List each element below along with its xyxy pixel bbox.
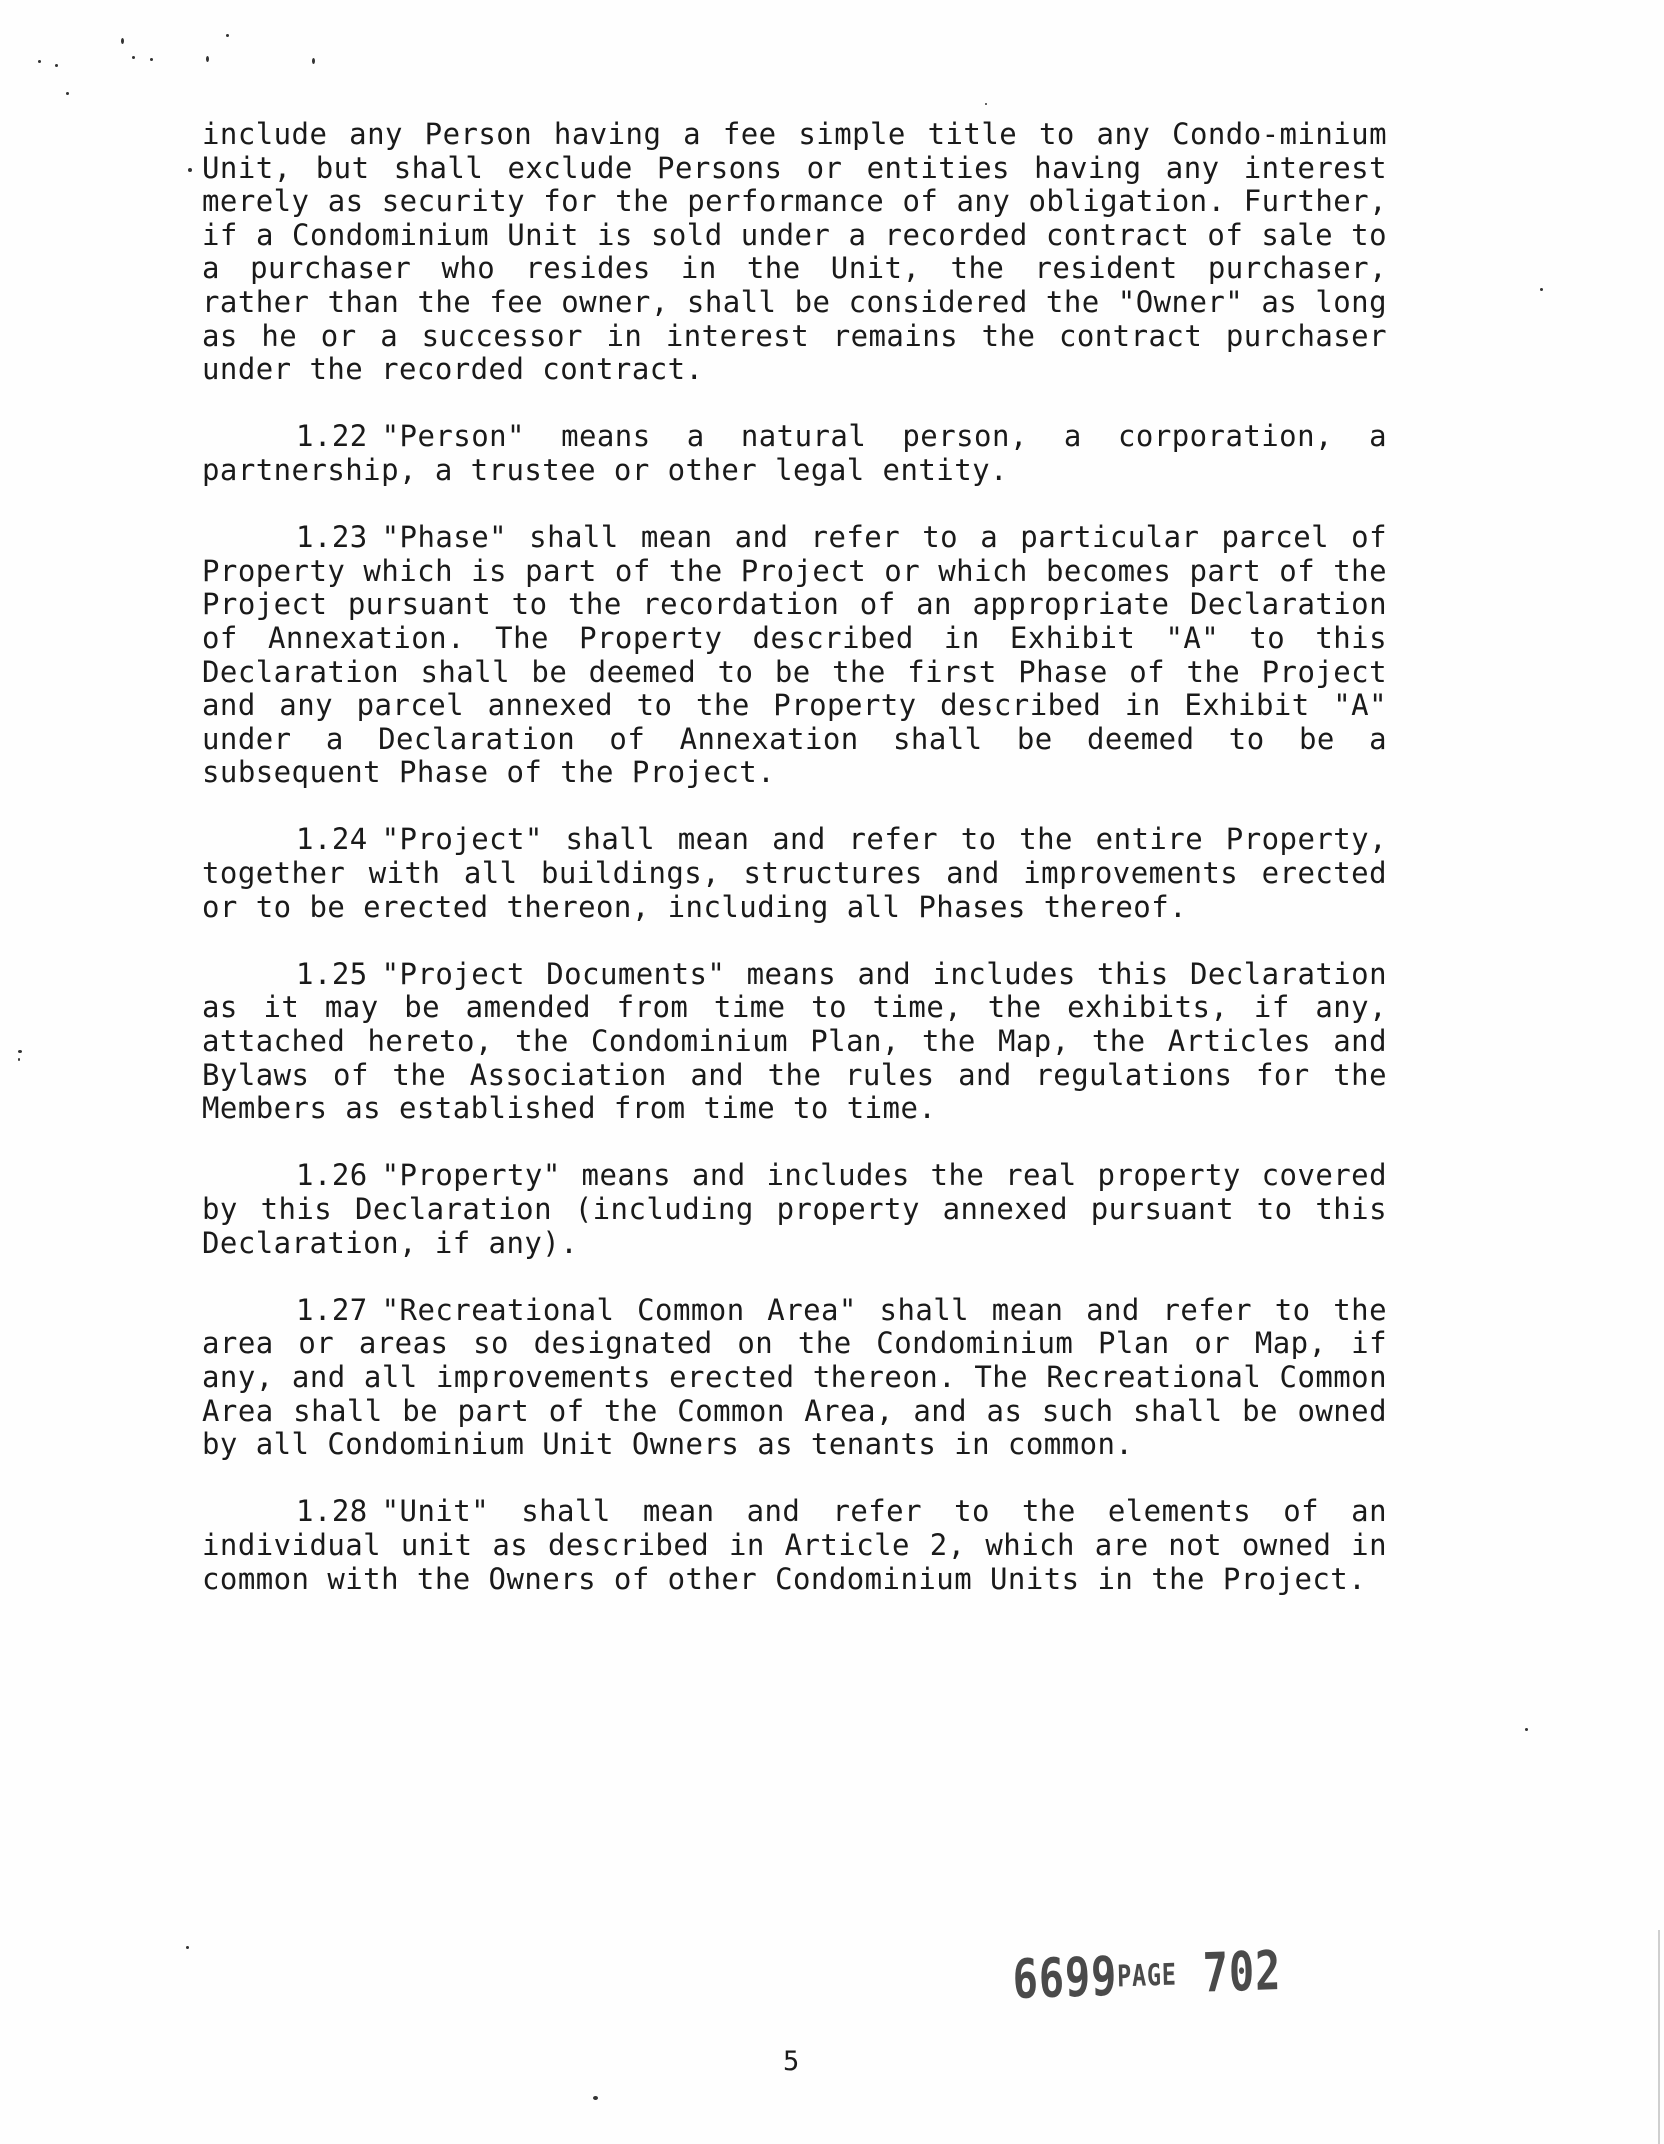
- scan-speck: [55, 64, 58, 67]
- section-text: "Project" shall mean and refer to the entire Property, together with all buildings, structures and improvements erected or to be erected thereon, including all Phases thereof.: [202, 822, 1387, 924]
- section-1-22: [202, 420, 1387, 487]
- scan-speck: [206, 56, 209, 62]
- section-number: 1.22: [296, 419, 368, 454]
- stamp-page: 702: [1202, 1938, 1282, 2005]
- section-text: "Project Documents" means and includes this Declaration as it may be amended from time to time, the exhibits, if any, attached hereto, the Condominium Plan, the Map, the Articles and Bylaws of the Association and the rules and regulations for the Members as established from time to time.: [202, 956, 1387, 1126]
- scan-speck: [985, 103, 987, 105]
- section-text: "Unit" shall mean and refer to the elements of an individual unit as described in Article 2, which are not owned in common with the Owners of other Condominium Units in the Project.: [202, 1494, 1387, 1596]
- section-1-25: [202, 958, 1387, 1126]
- stamp-book: 6699: [1012, 1944, 1118, 2011]
- section-1-24: [202, 823, 1387, 924]
- scan-speck: [1540, 288, 1543, 291]
- recording-stamp: [1012, 1939, 1282, 2011]
- scan-speck: [18, 1050, 22, 1053]
- scan-speck: [188, 168, 192, 172]
- scan-speck: [150, 58, 153, 61]
- scan-speck: [186, 1946, 189, 1949]
- section-1-27: [202, 1294, 1387, 1462]
- scan-speck: [226, 34, 229, 37]
- scan-speck: [38, 60, 41, 63]
- stamp-label: PAGE: [1116, 1957, 1177, 1995]
- section-1-26: [202, 1159, 1387, 1260]
- section-text: "Phase" shall mean and refer to a particular parcel of Property which is part of the Project or which becomes part of the Project pursuant to the recordation of an appropriate Declaration of Annexation. The Property described in Exhibit "A" to this Declaration shall be deemed to be the first Phase of the Project and any parcel annexed to the Property described in Exhibit "A" under a Declaration of Annexation shall be deemed to be a subsequent Phase of the Project.: [202, 520, 1387, 790]
- section-text: "Person" means a natural person, a corporation, a partnership, a trustee or other legal entity.: [202, 419, 1387, 487]
- section-number: 1.27: [296, 1292, 368, 1327]
- scan-speck: [66, 92, 69, 95]
- intro-paragraph: include any Person having a fee simple title to any Condo-minium Unit, but shall exclude Persons or entities having any interest merely as security for the performance of any obligation. Further, if a Condominium Unit is sold under a recorded contract of sale to a purchaser who resides in the Unit, the resident purchaser, rather than the fee owner, shall be considered the "Owner" as long as he or a successor in interest remains the contract purchaser under the recorded contract.: [202, 117, 1387, 387]
- section-number: 1.25: [296, 956, 368, 991]
- scan-speck: [132, 56, 135, 59]
- scan-speck: [121, 38, 124, 44]
- section-text: "Recreational Common Area" shall mean and refer to the area or areas so designated on the Condominium Plan or Map, if any, and all improvements erected thereon. The Recreational Common Area shall be part of the Common Area, and as such shall be owned by all Condominium Unit Owners as tenants in common.: [202, 1292, 1387, 1462]
- section-1-28: [202, 1495, 1387, 1596]
- section-number: 1.23: [296, 520, 368, 555]
- scan-speck: [312, 58, 315, 64]
- page-number: 5: [783, 2046, 800, 2077]
- scan-edge-line: [1658, 1930, 1660, 2144]
- scan-speck: [1525, 1728, 1528, 1731]
- scan-speck: [18, 1058, 20, 1061]
- section-number: 1.26: [296, 1158, 368, 1193]
- body-text: [202, 118, 1387, 1630]
- section-1-23: [202, 521, 1387, 790]
- scan-speck: [593, 2096, 598, 2100]
- section-number: 1.28: [296, 1494, 368, 1529]
- section-number: 1.24: [296, 822, 368, 857]
- section-text: "Property" means and includes the real property covered by this Declaration (including property annexed pursuant to this Declaration, if any).: [202, 1158, 1387, 1260]
